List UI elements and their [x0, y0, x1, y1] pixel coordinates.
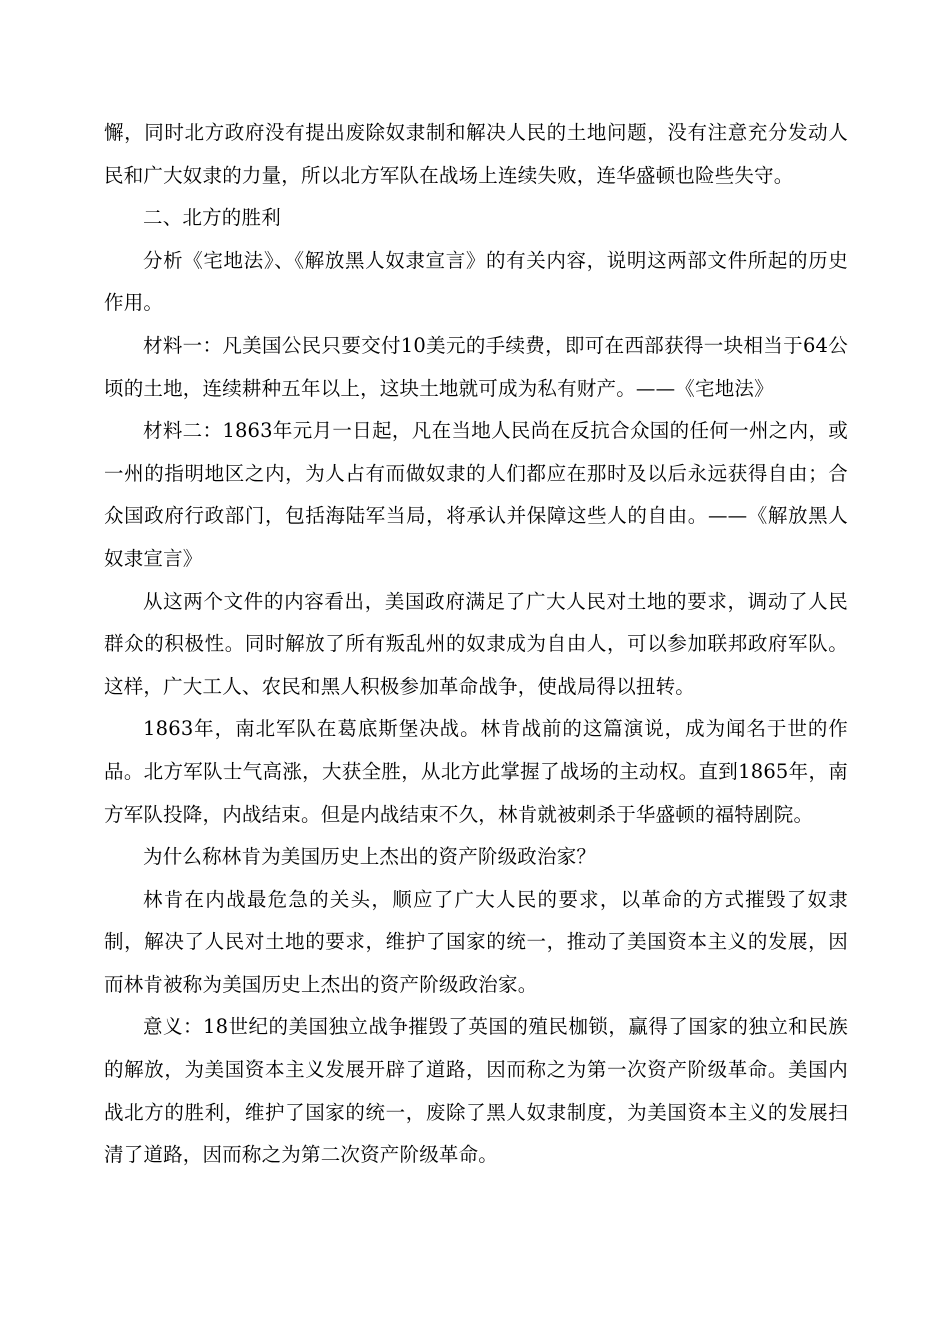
- paragraph-significance: 意义：18世纪的美国独立战争摧毁了英国的殖民枷锁，赢得了国家的独立和民族的解放，为美国资本主义发展开辟了道路，因而称之为第一次资产阶级革命。美国内战北方的胜利，维护了国家的统一，废除了黑人奴隶制度，为美国资本主义的发展扫清了道路，因而称之为第二次资产阶级革命。: [104, 1015, 848, 1167]
- paragraph-material-one: 材料一：凡美国公民只要交付10美元的手续费，即可在西部获得一块相当于64公顷的土地，连续耕种五年以上，这块土地就可成为私有财产。——《宅地法》: [104, 333, 848, 400]
- section-heading-north-victory: 二、北方的胜利: [143, 206, 281, 230]
- paragraph-gettysburg: 1863年，南北军队在葛底斯堡决战。林肯战前的这篇演说，成为闻名于世的作品。北方军队士气高涨，大获全胜，从北方此掌握了战场的主动权。直到1865年，南方军队投降，内战结束。但是内战结束不久，林肯就被刺杀于华盛顿的福特剧院。: [104, 717, 848, 826]
- paragraph-analysis: 从这两个文件的内容看出，美国政府满足了广大人民对土地的要求，调动了人民群众的积极性。同时解放了所有叛乱州的奴隶成为自由人，可以参加联邦政府军队。这样，广大工人、农民和黑人积极参加革命战争，使战局得以扭转。: [104, 589, 848, 698]
- paragraph-answer: 林肯在内战最危急的关头，顺应了广大人民的要求，以革命的方式摧毁了奴隶制，解决了人民对土地的要求，维护了国家的统一，推动了美国资本主义的发展，因而林肯被称为美国历史上杰出的资产阶级政治家。: [104, 887, 848, 996]
- paragraph-question: 为什么称林肯为美国历史上杰出的资产阶级政治家？: [143, 845, 597, 869]
- paragraph-material-two: 材料二：1863年元月一日起，凡在当地人民尚在反抗合众国的任何一州之内，或一州的指明地区之内，为人占有而做奴隶的人们都应在那时及以后永远获得自由；合众国政府行政部门，包括海陆军当局，将承认并保障这些人的自由。——《解放黑人奴隶宣言》: [104, 419, 848, 570]
- document-page: [104, 112, 848, 1177]
- paragraph-task: 分析《宅地法》、《解放黑人奴隶宣言》的有关内容，说明这两部文件所起的历史作用。: [104, 248, 848, 315]
- paragraph-continuation: 懈，同时北方政府没有提出废除奴隶制和解决人民的土地问题，没有注意充分发动人民和广大奴隶的力量，所以北方军队在战场上连续失败，连华盛顿也险些失守。: [104, 121, 848, 187]
